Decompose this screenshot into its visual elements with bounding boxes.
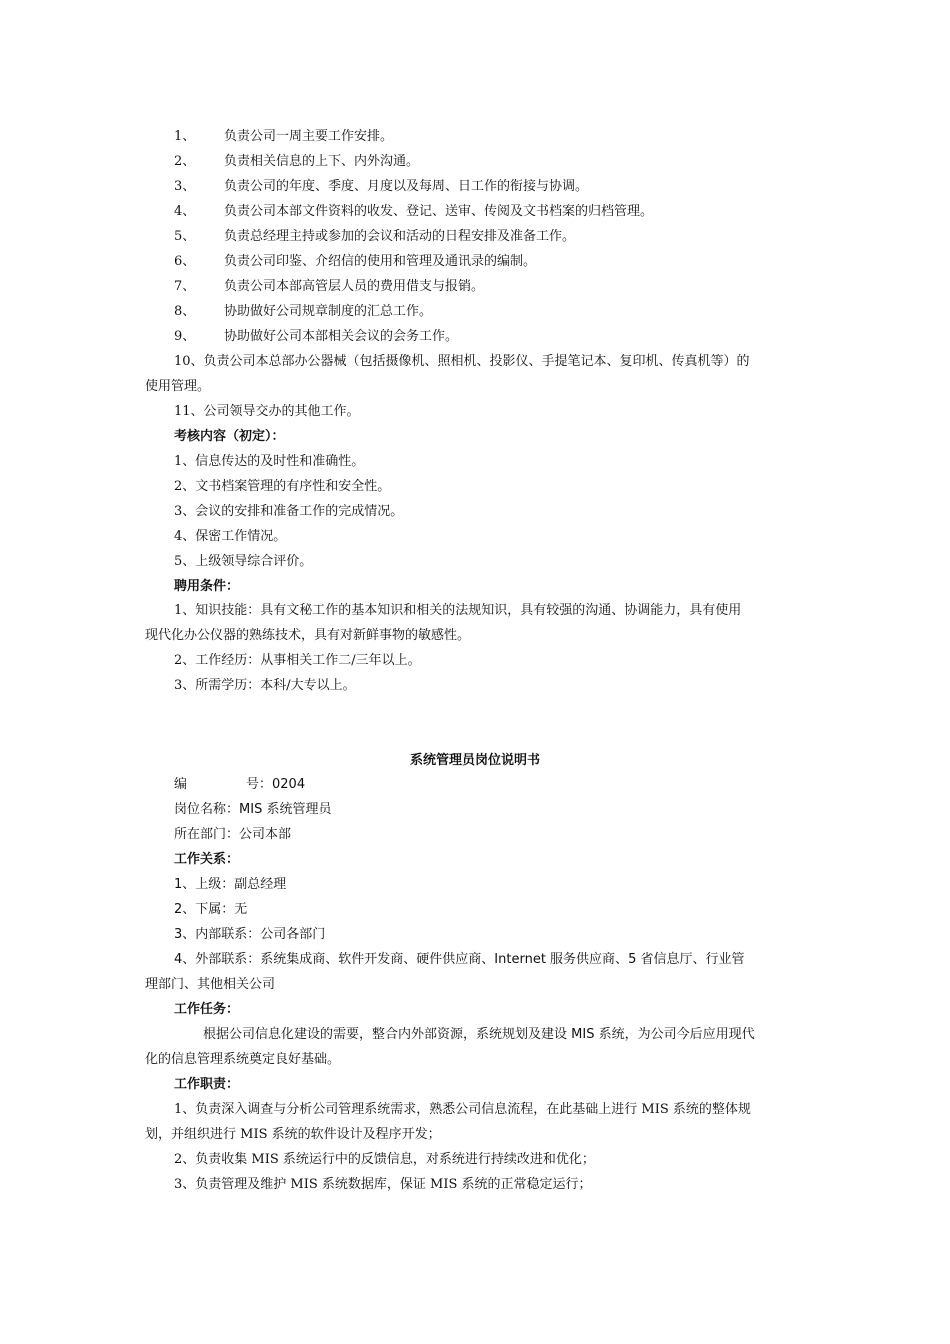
hiring-item-3: 3、所需学历：本科/大专以上。 bbox=[174, 678, 356, 693]
department-field: 所在部门：公司本部 bbox=[174, 827, 292, 842]
duties-heading: 工作职责： bbox=[174, 1077, 240, 1092]
duty-item-10-line1: 10、负责公司本总部办公器械（包括摄像机、照相机、投影仪、手提笔记本、复印机、传真机等）的 bbox=[174, 354, 750, 369]
assessment-item: 5、上级领导综合评价。 bbox=[174, 554, 313, 569]
hiring-item-2: 2、工作经历：从事相关工作二/三年以上。 bbox=[174, 653, 421, 668]
assessment-item: 2、文书档案管理的有序性和安全性。 bbox=[174, 479, 391, 494]
mis-duty-1-line2: 划，并组织进行 MIS 系统的软件设计及程序开发； bbox=[145, 1127, 441, 1142]
duty-item: 3、 负责公司的年度、季度、月度以及每周、日工作的衔接与协调。 bbox=[174, 179, 589, 194]
duty-item: 2、 负责相关信息的上下、内外沟通。 bbox=[174, 154, 420, 169]
duty-item: 6、 负责公司印鉴、介绍信的使用和管理及通讯录的编制。 bbox=[174, 254, 537, 269]
assessment-item: 4、保密工作情况。 bbox=[174, 529, 287, 544]
hiring-item-1-line1: 1、知识技能：具有文秘工作的基本知识和相关的法规知识，具有较强的沟通、协调能力，具有使用 bbox=[174, 603, 742, 618]
assessment-item: 1、信息传达的及时性和准确性。 bbox=[174, 454, 365, 469]
assessment-item: 3、会议的安排和准备工作的完成情况。 bbox=[174, 504, 404, 519]
hiring-heading: 聘用条件： bbox=[174, 579, 240, 594]
relation-item-external-line2: 理部门、其他相关公司 bbox=[145, 977, 276, 992]
code-field: 编 号：0204 bbox=[174, 777, 306, 792]
relation-item: 1、上级：副总经理 bbox=[174, 877, 287, 892]
duty-item-10-line2: 使用管理。 bbox=[145, 379, 211, 394]
assessment-heading: 考核内容（初定）： bbox=[174, 429, 285, 444]
relation-item-external: 4、外部联系：系统集成商、软件开发商、硬件供应商、Internet 服务供应商、5 省信息厅、行业管 bbox=[174, 952, 745, 967]
mis-duty-1-line1: 1、负责深入调查与分析公司管理系统需求，熟悉公司信息流程，在此基础上进行 MIS 系统的整体规 bbox=[174, 1102, 751, 1117]
relation-item: 2、下属：无 bbox=[174, 902, 248, 917]
duty-item-11: 11、公司领导交办的其他工作。 bbox=[174, 404, 360, 419]
duty-item: 5、 负责总经理主持或参加的会议和活动的日程安排及准备工作。 bbox=[174, 229, 576, 244]
duty-item: 8、 协助做好公司规章制度的汇总工作。 bbox=[174, 304, 433, 319]
position-field: 岗位名称：MIS 系统管理员 bbox=[174, 802, 332, 817]
relation-item: 3、内部联系：公司各部门 bbox=[174, 927, 326, 942]
duty-item: 9、 协助做好公司本部相关会议的会务工作。 bbox=[174, 329, 459, 344]
duty-item: 7、 负责公司本部高管层人员的费用借支与报销。 bbox=[174, 279, 485, 294]
duty-item: 4、 负责公司本部文件资料的收发、登记、送审、传阅及文书档案的归档管理。 bbox=[174, 204, 654, 219]
duty-item: 1、 负责公司一周主要工作安排。 bbox=[174, 129, 394, 144]
mis-duty-2: 2、负责收集 MIS 系统运行中的反馈信息，对系统进行持续改进和优化； bbox=[174, 1152, 595, 1167]
task-line2: 化的信息管理系统奠定良好基础。 bbox=[145, 1052, 341, 1067]
relations-heading: 工作关系： bbox=[174, 852, 240, 867]
hiring-item-1-line2: 现代化办公仪器的熟练技术，具有对新鲜事物的敏感性。 bbox=[145, 628, 471, 643]
mis-duty-3: 3、负责管理及维护 MIS 系统数据库，保证 MIS 系统的正常稳定运行； bbox=[174, 1177, 592, 1192]
task-heading: 工作任务： bbox=[174, 1002, 240, 1017]
section-title: 系统管理员岗位说明书 bbox=[409, 753, 540, 768]
task-line1: 根据公司信息化建设的需要，整合内外部资源，系统规划及建设 MIS 系统，为公司今后应用现代 bbox=[203, 1027, 755, 1042]
